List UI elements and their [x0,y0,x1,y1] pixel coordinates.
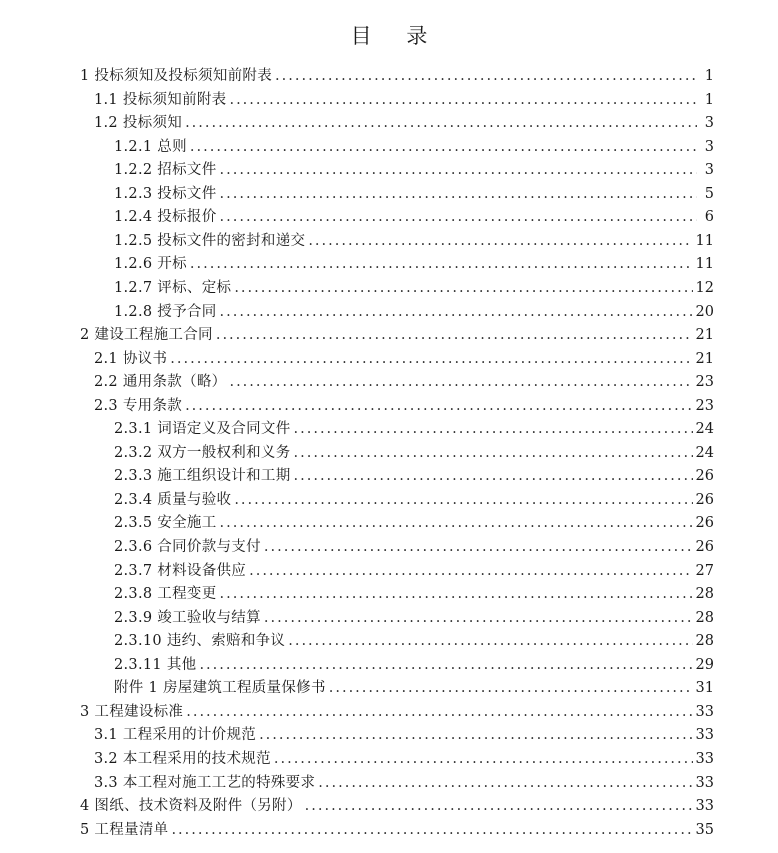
toc-entry[interactable] [114,629,714,653]
toc-entry-label: 3 工程建设标准 [80,703,184,720]
toc-entry-label: 1.2.4 投标报价 [114,209,217,226]
toc-entry-label: 1.2.8 授予合同 [114,303,217,320]
toc-entry[interactable] [114,252,714,276]
dot-leader [249,559,692,583]
toc-entry[interactable] [94,394,714,418]
toc-entry-label: 2.3.11 其他 [114,656,197,673]
toc-entry-page-number: 11 [695,256,714,273]
dot-leader [171,818,692,842]
toc-entry-page-number: 20 [695,303,714,320]
toc-entry-label: 1.2.3 投标文件 [114,185,217,202]
toc-entry[interactable] [94,370,714,394]
toc-entry-label: 3.3 本工程对施工工艺的特殊要求 [94,774,316,791]
dot-leader [220,582,693,606]
toc-entry-label: 2.3.7 材料设备供应 [114,562,247,579]
toc-entry[interactable] [94,111,714,135]
toc-entry[interactable] [80,323,714,347]
dot-leader [220,205,697,229]
toc-entry[interactable] [94,771,714,795]
toc-entry-label: 2 建设工程施工合同 [80,327,213,344]
dot-leader [264,535,693,559]
toc-entry-label: 2.3.8 工程变更 [114,586,217,603]
dot-leader [170,347,692,371]
toc-entry-page-number: 26 [695,491,714,508]
toc-entry-label: 3.1 工程采用的计价规范 [94,727,257,744]
dot-leader [234,488,692,512]
toc-entry-page-number: 1 [704,68,714,84]
toc-entry-page-number: 26 [695,468,714,485]
toc-entry-label: 1.2.7 评标、定标 [114,279,232,296]
dot-leader [190,252,693,276]
dot-leader [275,64,697,88]
toc-entry-page-number: 23 [695,374,714,391]
toc-entry-label: 2.3.5 安全施工 [114,515,217,532]
dot-leader [234,276,692,300]
dot-leader [294,441,693,465]
dot-leader [229,88,697,112]
toc-entry-page-number: 33 [695,727,714,744]
toc-entry-page-number: 24 [695,444,714,461]
toc-entry-label: 2.3 专用条款 [94,397,183,414]
toc-entry[interactable] [94,88,714,112]
toc-entry-label: 1.2 投标须知 [94,115,183,132]
toc-entry[interactable] [114,229,714,253]
toc-entry-label: 1.2.6 开标 [114,256,187,273]
toc-entry-page-number: 23 [695,397,714,414]
dot-leader [308,229,692,253]
toc-entry-page-number: 28 [695,609,714,626]
toc-entry-label: 1.2.5 投标文件的密封和递交 [114,232,306,249]
toc-entry-label: 3.2 本工程采用的技术规范 [94,750,271,767]
dot-leader [318,771,692,795]
toc-entry[interactable] [114,582,714,606]
toc-entry-page-number: 26 [695,515,714,532]
toc-entry-page-number: 21 [695,327,714,344]
dot-leader [305,794,693,818]
dot-leader [216,323,693,347]
toc-entry[interactable] [114,417,714,441]
toc-entry-label: 2.3.6 合同价款与支付 [114,539,261,555]
toc-entry-label: 2.3.9 竣工验收与结算 [114,609,261,626]
dot-leader [190,135,697,159]
toc-entry-label: 1 投标须知及投标须知前附表 [80,68,273,84]
toc-entry[interactable] [80,700,714,724]
toc-entry-page-number: 3 [704,115,714,132]
toc-entry[interactable] [114,488,714,512]
toc-entry-page-number: 31 [695,680,714,697]
toc-entry-page-number: 29 [695,656,714,673]
toc-entry-page-number: 3 [704,162,714,179]
toc-entry-page-number: 5 [704,185,714,202]
toc-entry-label: 2.1 协议书 [94,350,168,367]
toc-entry[interactable] [114,535,714,559]
toc-entry[interactable] [114,676,714,700]
toc-entry-page-number: 6 [704,209,714,226]
toc-entry-page-number: 26 [695,539,714,555]
toc-entry-label: 1.1 投标须知前附表 [94,91,227,108]
toc-entry-label: 2.3.2 双方一般权利和义务 [114,444,291,461]
dot-leader [294,417,693,441]
dot-leader [199,653,692,677]
page-title: 目 录 [350,24,442,48]
dot-leader [264,606,693,630]
toc-entry[interactable] [114,158,714,182]
toc-entry[interactable] [114,205,714,229]
toc-entry[interactable] [94,347,714,371]
toc-entry-page-number: 1 [704,91,714,108]
dot-leader [329,676,693,700]
toc-entry[interactable] [114,300,714,324]
toc-entry-page-number: 33 [695,798,714,815]
toc-entry[interactable] [80,64,714,88]
dot-leader [185,111,697,135]
toc-entry-page-number: 21 [695,350,714,367]
dot-leader [288,629,692,653]
dot-leader [229,370,692,394]
dot-leader [186,700,692,724]
toc-entry-label: 5 工程量清单 [80,821,169,838]
toc-entry[interactable] [114,653,714,677]
toc-entry-page-number: 27 [695,562,714,579]
toc-entry[interactable] [114,276,714,300]
dot-leader [220,182,697,206]
toc-entry-page-number: 11 [695,232,714,249]
dot-leader [220,158,697,182]
toc-entry-label: 附件 1 房屋建筑工程质量保修书 [114,680,326,697]
toc-entry-page-number: 3 [704,138,714,155]
toc-entry-page-number: 33 [695,703,714,720]
toc-entry-page-number: 28 [695,586,714,603]
toc-entry-label: 4 图纸、技术资料及附件（另附） [80,798,302,815]
toc-entry-label: 1.2.2 招标文件 [114,162,217,179]
toc-entry-page-number: 28 [695,633,714,650]
toc-entry-label: 1.2.1 总则 [114,138,187,155]
toc-entry-label: 2.2 通用条款（略） [94,374,227,391]
toc-entry-label: 2.3.3 施工组织设计和工期 [114,468,291,485]
dot-leader [274,747,693,771]
toc-entry-label: 2.3.4 质量与验收 [114,491,232,508]
toc-entry-label: 2.3.10 违约、索赔和争议 [114,633,286,650]
toc-entry-page-number: 24 [695,421,714,438]
toc-entry[interactable] [114,511,714,535]
dot-leader [185,394,692,418]
toc-entry-page-number: 33 [695,774,714,791]
toc-entry[interactable] [80,794,714,818]
toc-entry-page-number: 33 [695,750,714,767]
dot-leader [220,300,693,324]
dot-leader [220,511,693,535]
toc-entry[interactable] [94,747,714,771]
dot-leader [259,723,692,747]
toc-entry[interactable] [114,559,714,583]
toc-entry-page-number: 35 [695,821,714,838]
toc-entry[interactable] [114,135,714,159]
toc-entry[interactable] [114,441,714,465]
toc-entry[interactable] [114,464,714,488]
toc-entry[interactable] [94,723,714,747]
toc-entry[interactable] [114,182,714,206]
toc-entry-page-number: 12 [695,279,714,296]
dot-leader [294,464,693,488]
toc-entry[interactable] [114,606,714,630]
toc-entry-label: 2.3.1 词语定义及合同文件 [114,421,291,438]
toc-entry[interactable] [80,818,714,842]
